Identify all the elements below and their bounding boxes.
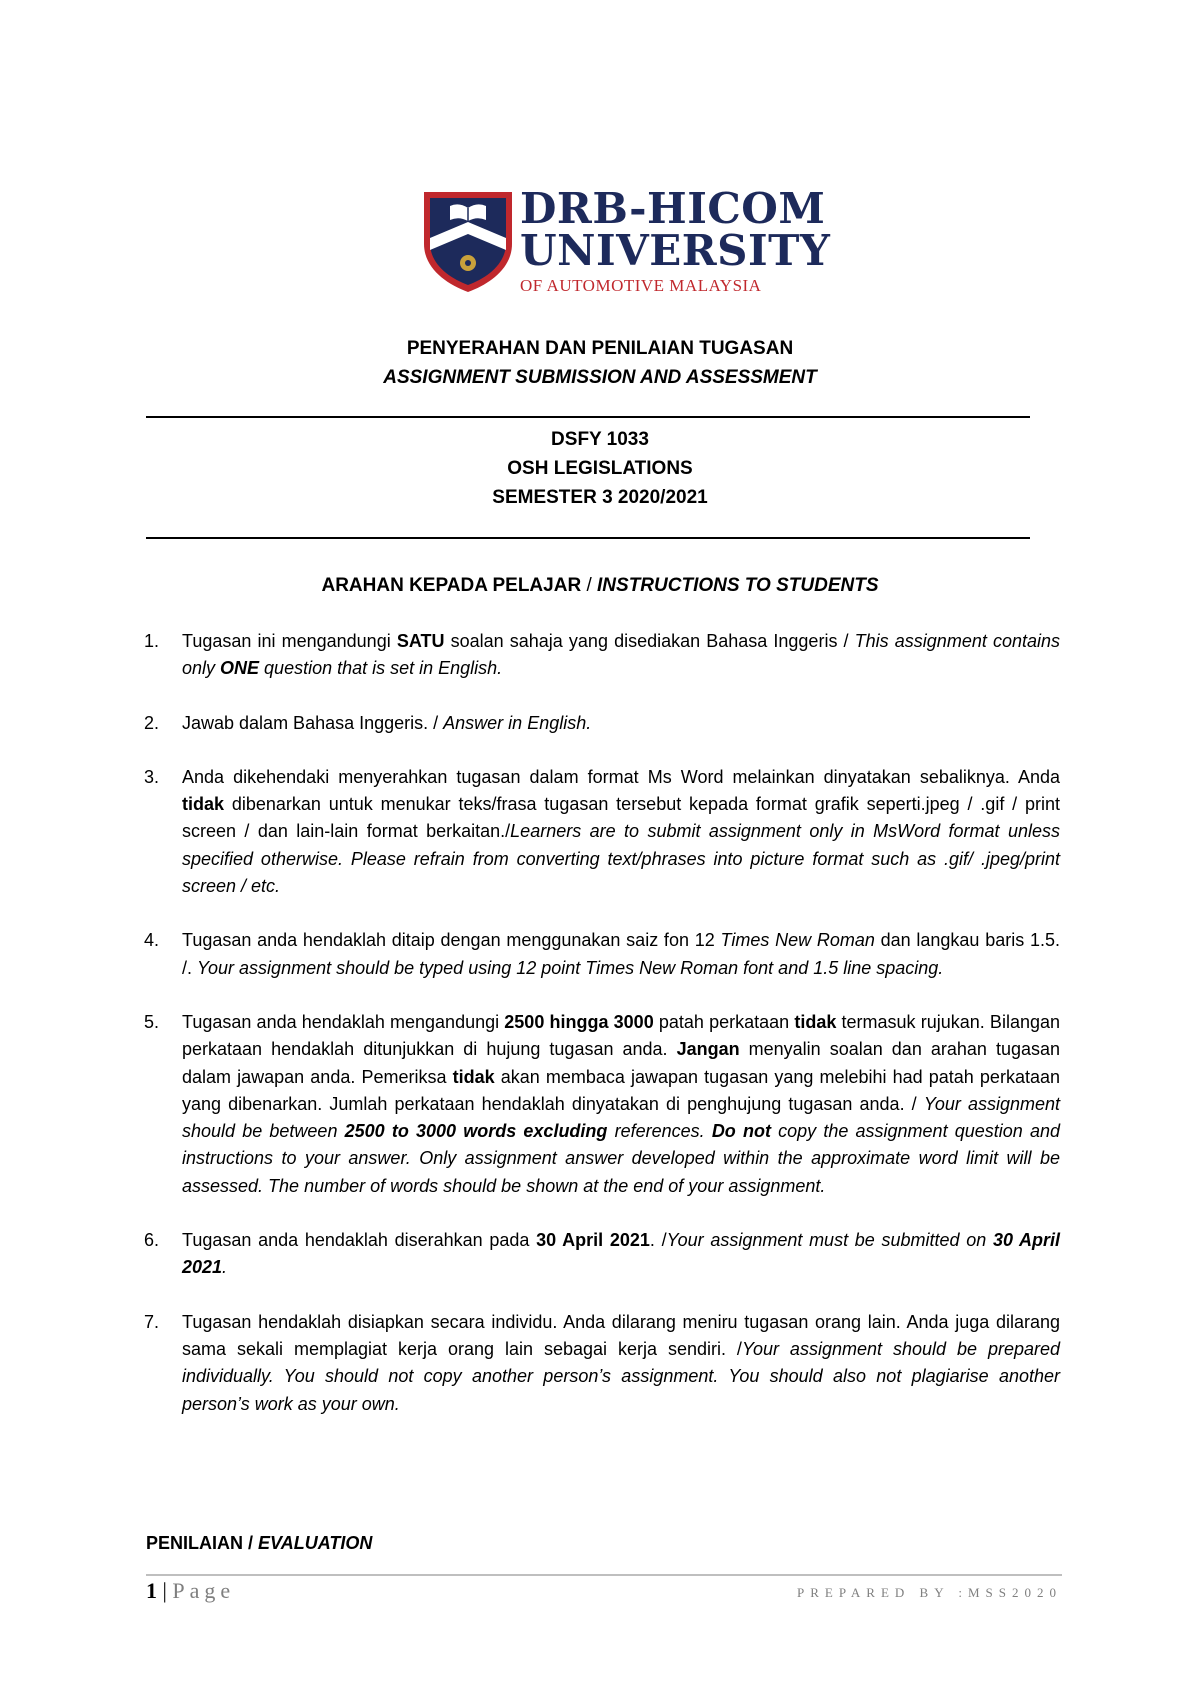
item-number: 2. bbox=[144, 712, 160, 733]
item-text: Tugasan anda hendaklah diserahkan pada bbox=[182, 1230, 537, 1251]
item-number: 3. bbox=[144, 766, 160, 787]
item-text: Tugasan hendaklah disiapkan secara individu. Anda dilarang meniru tugasan orang lain. Anda juga dilarang sama sekali memplagiat kerja orang lain sebagai kerja sendiri. / bbox=[182, 1311, 1060, 1359]
title-malay: PENYERAHAN DAN PENILAIAN TUGASAN bbox=[406, 338, 794, 359]
item-number: 1. bbox=[144, 631, 160, 651]
list-item bbox=[144, 927, 1060, 982]
item-text: termasuk rujukan. Bilangan perkataan hendaklah ditunjukkan di hujung tugasan anda. bbox=[182, 1011, 1060, 1060]
item-bold: 30 April 2021 bbox=[536, 1230, 650, 1251]
item-italic: . bbox=[222, 1257, 228, 1278]
item-italic: Your assignment should be prepared individually. You should not copy another person’s assignment. You should also not plagiarise another person’s work as your own. bbox=[182, 1338, 1060, 1414]
item-bold: Jangan bbox=[676, 1039, 740, 1060]
item-text: dan langkau baris 1.5. /. bbox=[182, 930, 1060, 978]
logo-line-1: DRB-HICOM bbox=[520, 184, 826, 233]
item-bold: tidak bbox=[452, 1066, 495, 1087]
list-item bbox=[144, 1227, 1060, 1282]
item-bold: tidak bbox=[794, 1011, 837, 1032]
logo-line-2: UNIVERSITY bbox=[520, 226, 831, 275]
item-italic: Times New Roman bbox=[720, 930, 875, 951]
divider-bottom bbox=[146, 537, 1030, 539]
item-italic: Answer in English. bbox=[443, 712, 592, 733]
crest-icon bbox=[420, 186, 516, 294]
logo-line-3: OF AUTOMOTIVE MALAYSIA bbox=[520, 276, 762, 295]
item-number: 4. bbox=[144, 930, 160, 951]
item-italic: question that is set in English. bbox=[259, 658, 503, 679]
instructions-list bbox=[144, 628, 1060, 1445]
item-italic: This assignment contains only bbox=[182, 631, 1060, 679]
item-bold-italic: Do not bbox=[711, 1121, 771, 1142]
evaluation-separator: / bbox=[243, 1533, 259, 1553]
university-logo bbox=[420, 184, 831, 296]
course-name: OSH LEGISLATIONS bbox=[507, 458, 693, 479]
item-number: 7. bbox=[144, 1311, 160, 1332]
item-italic: Your assignment should be typed using 12 point Times New Roman font and 1.5 line spacing. bbox=[197, 957, 944, 978]
item-text: Tugasan ini mengandungi bbox=[182, 631, 397, 651]
item-bold: 2500 hingga 3000 bbox=[504, 1011, 654, 1032]
list-item bbox=[144, 764, 1060, 900]
item-number: 6. bbox=[144, 1230, 160, 1251]
page-separator: | bbox=[157, 1578, 173, 1603]
item-italic: Your assignment must be submitted on bbox=[666, 1230, 993, 1251]
list-item bbox=[144, 710, 1060, 737]
heading-separator: / bbox=[581, 575, 598, 596]
item-text: patah perkataan bbox=[653, 1011, 795, 1032]
course-code: DSFY 1033 bbox=[551, 429, 649, 450]
logo-wordmark bbox=[520, 184, 831, 296]
item-number: 5. bbox=[144, 1011, 160, 1032]
page-number bbox=[146, 1578, 235, 1604]
item-text: . / bbox=[649, 1230, 667, 1251]
footer-divider bbox=[146, 1574, 1062, 1576]
item-text: Tugasan anda hendaklah ditaip dengan menggunakan saiz fon 12 bbox=[182, 930, 721, 951]
item-text: soalan sahaja yang disediakan Bahasa Inggeris / bbox=[444, 631, 855, 651]
title-english: ASSIGNMENT SUBMISSION AND ASSESSMENT bbox=[383, 367, 817, 388]
prepared-by: PREPARED BY :MSS2020 bbox=[797, 1585, 1062, 1600]
evaluation-heading bbox=[146, 1533, 372, 1554]
item-text: dibenarkan untuk menukar teks/frasa tugasan tersebut kepada format grafik seperti.jpeg / .gif / print screen / dan lain-lain format berkaitan./ bbox=[182, 794, 1060, 842]
divider-top bbox=[146, 416, 1030, 418]
item-italic: references. bbox=[607, 1121, 712, 1142]
list-item bbox=[144, 1009, 1060, 1200]
evaluation-english: EVALUATION bbox=[258, 1533, 373, 1553]
item-bold: tidak bbox=[182, 794, 225, 815]
instructions-heading bbox=[0, 575, 1200, 597]
course-semester: SEMESTER 3 2020/2021 bbox=[492, 487, 708, 508]
heading-malay: ARAHAN KEPADA PELAJAR bbox=[321, 575, 582, 596]
heading-english: INSTRUCTIONS TO STUDENTS bbox=[597, 575, 879, 596]
item-text: Tugasan anda hendaklah mengandungi bbox=[182, 1011, 505, 1032]
list-item bbox=[144, 1309, 1060, 1418]
page-number-value: 1 bbox=[146, 1578, 157, 1603]
item-bold-italic: 2500 to 3000 words excluding bbox=[344, 1121, 608, 1142]
item-text: Jawab dalam Bahasa Inggeris. / bbox=[182, 712, 444, 733]
item-italic: copy the assignment question and instructions to your answer. Only assignment answer developed within the approximate word limit will be assessed. The number of words should be shown at the end of your assignment. bbox=[182, 1121, 1061, 1196]
item-bold-italic: 30 April 2021 bbox=[182, 1230, 1061, 1278]
item-text: menyalin soalan dan arahan tugasan dalam jawapan anda. Pemeriksa bbox=[182, 1039, 1060, 1087]
item-text: Anda dikehendaki menyerahkan tugasan dalam format Ms Word melainkan dinyatakan sebaliknya. Anda bbox=[182, 766, 1060, 787]
item-text: akan membaca jawapan tugasan yang melebihi had patah perkataan yang dibenarkan. Jumlah perkataan hendaklah dinyatakan di penghujung tugasan anda. / bbox=[182, 1066, 1060, 1114]
evaluation-malay: PENILAIAN bbox=[146, 1533, 244, 1553]
item-italic: Learners are to submit assignment only in MsWord format unless specified otherwise. Please refrain from converting text/phrases into picture format such as .gif/ .jpeg/print screen / etc. bbox=[182, 821, 1060, 897]
item-bold: SATU bbox=[396, 631, 445, 651]
item-bold-italic: ONE bbox=[220, 658, 260, 679]
page-label: Page bbox=[172, 1578, 236, 1603]
item-italic: Your assignment should be between bbox=[182, 1093, 1061, 1142]
list-item bbox=[144, 628, 1060, 683]
